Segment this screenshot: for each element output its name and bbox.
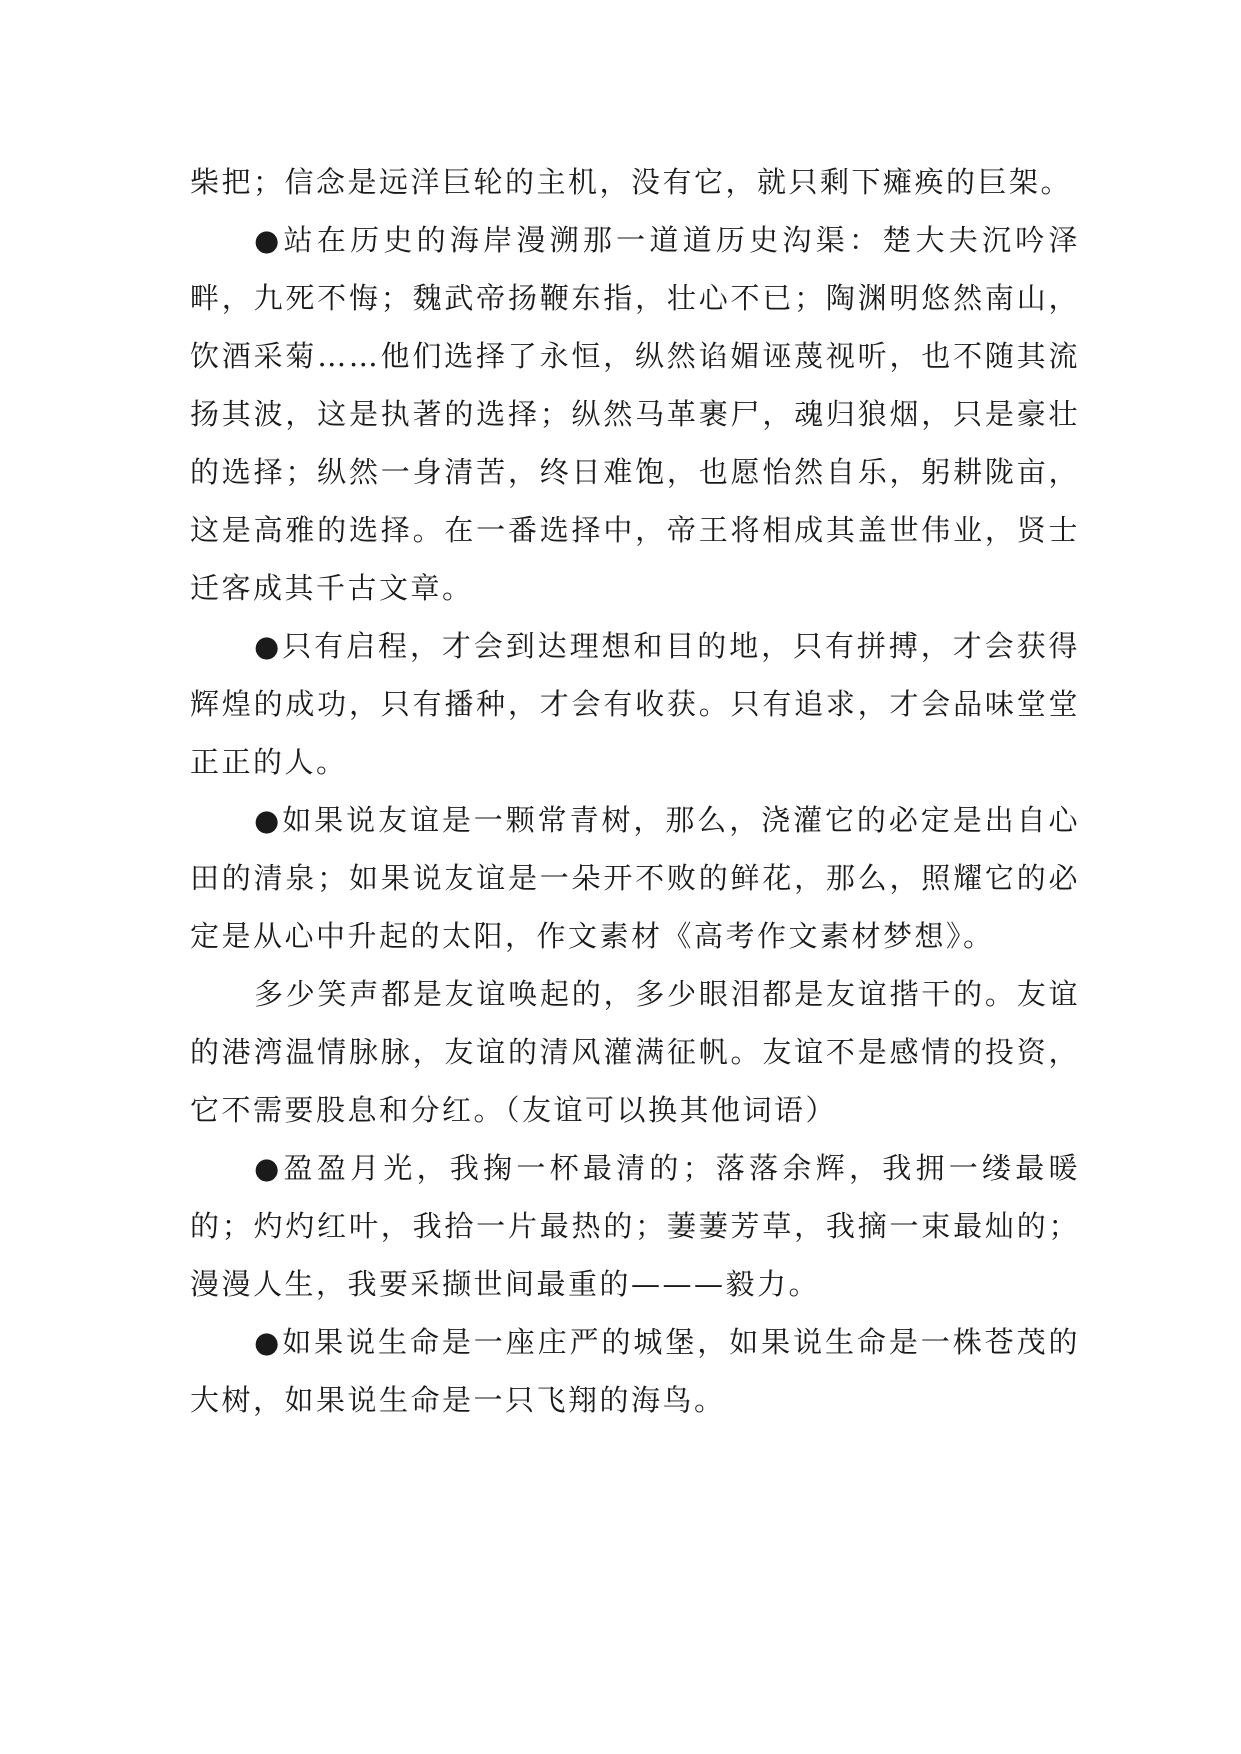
paragraph-friendship-tree: ●如果说友谊是一颗常青树，那么，浇灌它的必定是出自心田的清泉；如果说友谊是一朵开不败的鲜花，那么，照耀它的必定是从心中升起的太阳，作文素材《高考作文素材梦想》。 <box>190 803 1080 953</box>
paragraph-continuation: 柴把；信念是远洋巨轮的主机，没有它，就只剩下瘫痪的巨架。 <box>190 165 1073 199</box>
paragraph-perseverance: ●盈盈月光，我掬一杯最清的；落落余辉，我拥一缕最暖的；灼灼红叶，我拾一片最热的；萋萋芳草，我摘一束最灿的；漫漫人生，我要采撷世间最重的———毅力。 <box>190 1151 1080 1301</box>
paragraph-history-choices: ●站在历史的海岸漫溯那一道道历史沟渠：楚大夫沉吟泽畔，九死不悔；魏武帝扬鞭东指，壮心不已；陶渊明悠然南山，饮酒采菊……他们选择了永恒，纵然谄媚诬蔑视听，也不随其流扬其波，这是执著的选择；纵然马革裹尸，魂归狼烟，只是豪壮的选择；纵然一身清苦，终日难饱，也愿怡然自乐，躬耕陇亩，这是高雅的选择。在一番选择中，帝王将相成其盖世伟业，贤士迁客成其千古文章。 <box>190 223 1080 605</box>
document-body <box>190 153 1080 1429</box>
paragraph-friendship-laughter: 多少笑声都是友谊唤起的，多少眼泪都是友谊揩干的。友谊的港湾温情脉脉，友谊的清风灌满征帆。友谊不是感情的投资，它不需要股息和分红。（友谊可以换其他词语） <box>190 977 1080 1127</box>
paragraph-journey-struggle: ●只有启程，才会到达理想和目的地，只有拼搏，才会获得辉煌的成功，只有播种，才会有收获。只有追求，才会品味堂堂正正的人。 <box>190 629 1080 779</box>
paragraph-life-metaphor: ●如果说生命是一座庄严的城堡，如果说生命是一株苍茂的大树，如果说生命是一只飞翔的海鸟。 <box>190 1325 1080 1417</box>
